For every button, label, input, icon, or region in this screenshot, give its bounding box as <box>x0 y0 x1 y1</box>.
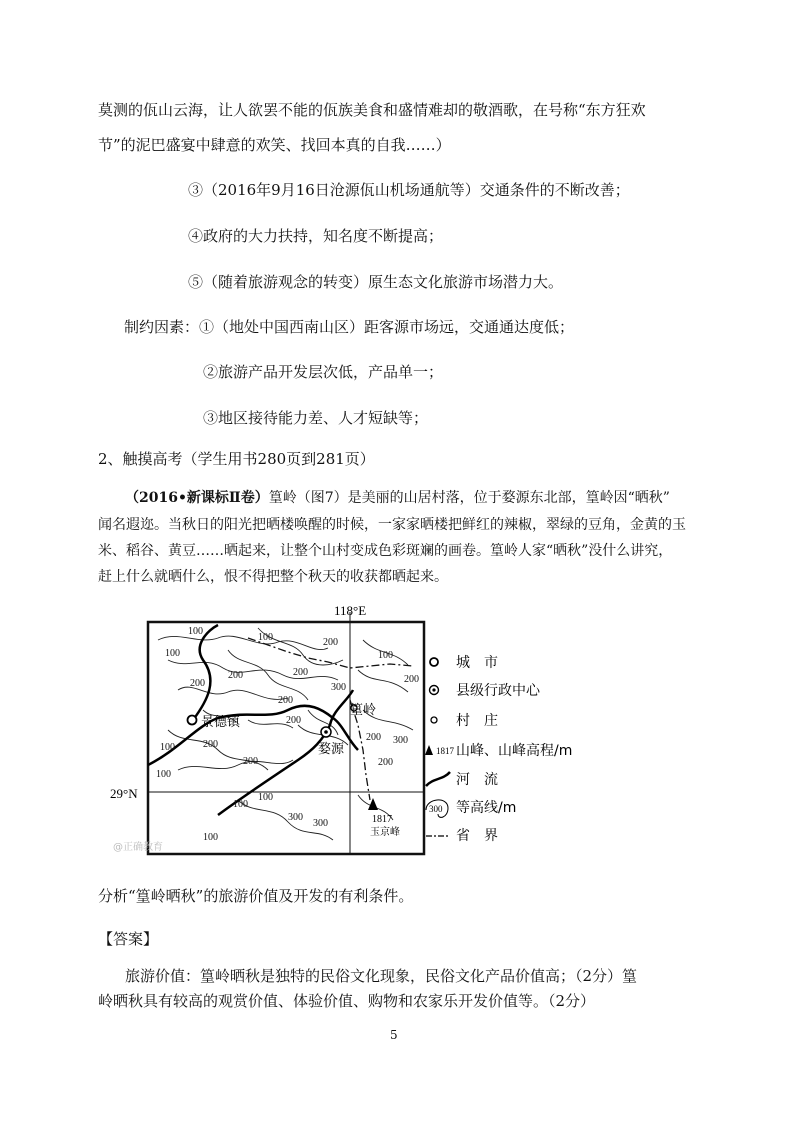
question-source: （2016•新课标Ⅱ卷） <box>125 490 269 506</box>
text-line: ⑤（随着旅游观念的转变）原生态文化旅游市场潜力大。 <box>188 273 564 291</box>
contour-label: 100 <box>258 632 273 643</box>
text-line: ④政府的大力扶持，知名度不断提高； <box>188 227 444 245</box>
question-line: 赶上什么就晒什么，恨不得把整个秋天的收获都晒起来。 <box>98 569 448 585</box>
contour-label: 100 <box>160 742 175 753</box>
legend-city-symbol <box>430 658 438 666</box>
contour-label: 300 <box>288 812 303 823</box>
contour-label: 100 <box>156 769 171 780</box>
contour-label: 100 <box>233 799 248 810</box>
legend-village-label: 村 庄 <box>456 713 498 729</box>
question-prompt: 分析“篁岭晒秋”的旅游价值及开发的有利条件。 <box>98 887 414 905</box>
contour-label: 200 <box>293 667 308 678</box>
latitude-label: 29°N <box>110 786 138 801</box>
answer-title: 【答案】 <box>98 930 159 948</box>
contour-label: 300 <box>313 818 328 829</box>
city-marker <box>188 716 197 725</box>
contour-label: 200 <box>323 637 338 648</box>
contour-label: 200 <box>378 757 393 768</box>
question-line <box>125 488 670 508</box>
watermark: @正确教育 <box>113 842 163 853</box>
longitude-label: 118°E <box>334 603 367 618</box>
text-line: ③（2016年9月16日沧源佤山机场通航等）交通条件的不断改善； <box>188 181 630 199</box>
village-label: 篁岭 <box>350 703 377 718</box>
legend-river-label: 河 流 <box>456 772 498 788</box>
answer-line: 旅游价值：篁岭晒秋是独特的民俗文化现象，民俗文化产品价值高；（2分）篁 <box>125 967 638 985</box>
contour-label: 200 <box>190 678 205 689</box>
legend-village-symbol <box>431 717 437 723</box>
contour-label: 200 <box>286 715 301 726</box>
contour-label: 200 <box>228 670 243 681</box>
legend-peak-label: 山峰、山峰高程/m <box>456 743 573 759</box>
contour-label: 200 <box>366 732 381 743</box>
contour-label: 100 <box>258 792 273 803</box>
text-line: 节”的泥巴盛宴中肆意的欢笑、找回本真的自我……） <box>98 136 451 154</box>
legend-city-label: 城 市 <box>456 655 498 671</box>
section-heading: 2、触摸高考（学生用书280页到281页） <box>98 450 375 468</box>
legend-peak-number: 1817 <box>436 746 454 756</box>
legend-border-label: 省 界 <box>456 828 498 844</box>
peak-name-label: 玉京峰 <box>370 827 400 838</box>
peak-height-label: 1817 <box>372 814 392 825</box>
contour-label: 200 <box>404 674 419 685</box>
text-line: ③地区接待能力差、人才短缺等； <box>203 409 429 427</box>
question-text: 篁岭（图7）是美丽的山居村落，位于婺源东北部，篁岭因“晒秋” <box>268 490 670 506</box>
county-marker-dot <box>324 730 328 734</box>
legend-contour-number: 300 <box>429 804 443 814</box>
legend-county-dot <box>432 688 435 691</box>
text-line: 制约因素：①（地处中国西南山区）距客源市场远，交通通达度低； <box>124 318 575 336</box>
map-figure <box>108 600 573 860</box>
contour-label: 200 <box>203 739 218 750</box>
question-line: 米、稻谷、黄豆……晒起来，让整个山村变成色彩斑斓的画卷。篁岭人家“晒秋”没什么讲究， <box>98 543 673 559</box>
contour-label: 100 <box>378 650 393 661</box>
contour-label: 300 <box>331 682 346 693</box>
question-line: 闻名遐迩。当秋日的阳光把晒楼唤醒的时候，一家家晒楼把鲜红的辣椒，翠绿的豆角，金黄的玉 <box>98 517 686 533</box>
legend-county-label: 县级行政中心 <box>456 683 540 699</box>
contour-labels <box>156 626 419 843</box>
city-label: 景德镇 <box>201 715 241 730</box>
text-line: 莫测的佤山云海，让人欲罢不能的佤族美食和盛情难却的敬酒歌，在号称“东方狂欢 <box>98 101 646 119</box>
map-legend <box>425 655 572 844</box>
answer-line: 岭晒秋具有较高的观赏价值、体验价值、购物和农家乐开发价值等。（2分） <box>98 992 596 1010</box>
legend-river-symbol <box>426 772 450 786</box>
contour-label: 100 <box>203 832 218 843</box>
contour-label: 200 <box>278 695 293 706</box>
contour-label: 200 <box>243 756 258 767</box>
contour-label: 300 <box>393 735 408 746</box>
county-label: 婺源 <box>318 742 345 757</box>
contour-label: 100 <box>165 648 180 659</box>
legend-peak-symbol <box>425 745 433 755</box>
legend-contour-label: 等高线/m <box>456 800 517 816</box>
text-line: ②旅游产品开发层次低，产品单一； <box>203 363 444 381</box>
contour-label: 100 <box>188 626 203 637</box>
page-number: 5 <box>390 1028 398 1042</box>
